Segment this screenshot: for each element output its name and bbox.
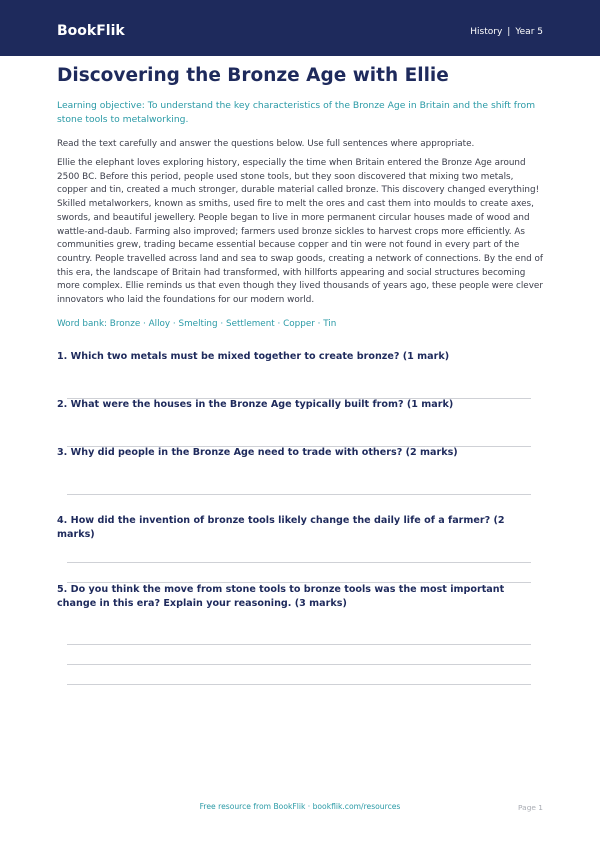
header-meta <box>470 27 543 37</box>
answer-line[interactable] <box>67 664 531 665</box>
footer-credit[interactable]: Free resource from BookFlik · bookflik.com/resources <box>199 802 401 811</box>
answer-line[interactable] <box>67 684 531 685</box>
subject-label: History <box>470 27 503 37</box>
question-2: 2. What were the houses in the Bronze Age typically built from? (1 mark) <box>57 399 454 410</box>
page-number: Page 1 <box>518 803 543 812</box>
answer-line[interactable] <box>67 644 531 645</box>
page-header <box>0 0 600 56</box>
reading-passage: Ellie the elephant loves exploring history, especially the time when Britain entered the Bronze Age around 2500 BC. Before this period, people used stone tools, but they soon discovered that mixing two metals, copper and tin, created a much stronger, durable material called bronze. This discovery changed everything! Skilled metalworkers, known as smiths, used fire to melt the ores and cast them into moulds to create axes, swords, and beautiful jewellery. People began to live in more permanent circular houses made of wood and wattle-and-daub. Farming also improved; farmers used bronze sickles to harvest crops more efficiently. As communities grew, trading became essential because copper and tin were not found in every part of the country. People travelled across land and sea to swap goods, creating a network of connections. By the end of this era, the landscape of Britain had transformed, with hillforts appearing and social structures becoming more complex. Ellie reminds us that even though they lived thousands of years ago, these people were clever innovators who laid the foundations for our modern world. <box>57 158 544 306</box>
question-4: 4. How did the invention of bronze tools likely change the daily life of a farmer? (2 marks) <box>57 515 505 540</box>
learning-objective: Learning objective: To understand the key characteristics of the Bronze Age in Britain and the shift from stone tools to metalworking. <box>57 100 536 125</box>
question-5: 5. Do you think the move from stone tools to bronze tools was the most important change in this era? Explain your reasoning. (3 marks) <box>57 584 505 609</box>
question-3: 3. Why did people in the Bronze Age need to trade with others? (2 marks) <box>57 447 458 458</box>
worksheet-title: Discovering the Bronze Age with Ellie <box>57 65 449 86</box>
word-bank: Word bank: Bronze · Alloy · Smelting · Settlement · Copper · Tin <box>57 319 337 329</box>
answer-line[interactable] <box>67 494 531 495</box>
instructions-text: Read the text carefully and answer the questions below. Use full sentences where appropriate. <box>57 139 475 149</box>
answer-line[interactable] <box>67 562 531 563</box>
meta-separator: | <box>507 27 511 37</box>
brand-logo[interactable]: BookFlik <box>57 23 125 39</box>
year-label: Year 5 <box>515 27 543 37</box>
question-1: 1. Which two metals must be mixed together to create bronze? (1 mark) <box>57 351 450 362</box>
